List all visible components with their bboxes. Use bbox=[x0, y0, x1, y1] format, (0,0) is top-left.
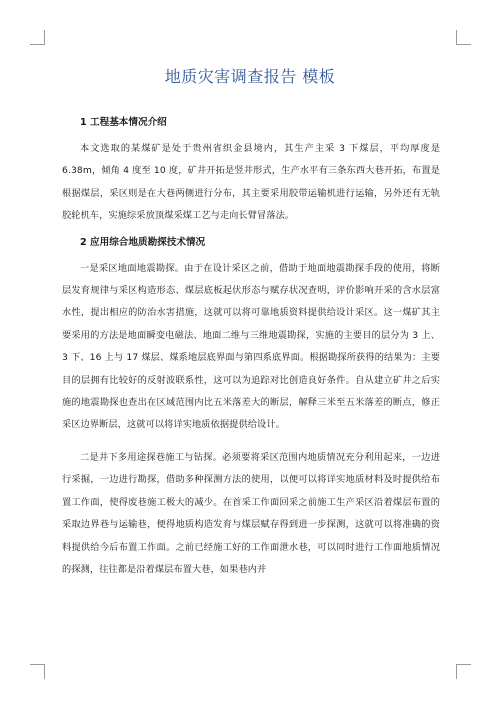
crop-mark-top-right bbox=[456, 30, 471, 45]
document-title: 地质灾害调查报告 模板 bbox=[164, 67, 336, 86]
crop-mark-bottom-right bbox=[456, 664, 471, 679]
section-heading-2: 2 应用综合地质勘探技术情况 bbox=[80, 236, 206, 248]
paragraph-2: 一是采区地面地震勘探。由于在设计采区之前，借助于地面地震勘探手段的使用，将断层发育规律与采区构造形态、煤层底板起伏形态与赋存状况查明，评价影响开采的含水层富水性，提出相应的防治水害措施，这就可以将可靠地质资料提供给设计采区。这一煤矿其主要采用的方法是地面瞬变电磁法、地面二维与三维地震勘探，实施的主要目的层分为 3 上、3 下、16 上与 17 煤层、煤系地层底界面与第四系底界面。根据勘探所获得的结果为：主要目的层拥有比较好的反射波联系性，这可以为追踪对比创造良好条件。自从建立矿井之后实施的地震勘探也查出在区域范围内比五米落差大的断层，解释三米至五米落差的断点，修正采区边界断层，这就可以将详实地质依据提供给设计。 bbox=[62, 262, 440, 431]
paragraph-3: 二是井下多用途探巷施工与钻探。必须要将采区范围内地质情况充分利用起来，一边进行采掘，一边进行勘探，借助多种探测方法的使用，以便可以将详实地质材料及时提供给布置工作面，使得废巷施工极大的减少。在首采工作面回采之前施工生产采区沿着煤层布置的采取边界巷与运输巷，便得地质构造发育与煤层赋存得到进一步探测，这就可以将准确的资料提供给今后布置工作面。之前已经施工好的工作面泄水巷，可以同时进行工作面地质情况的探测，往往都是沿着煤层布置大巷，如果巷内并 bbox=[62, 451, 440, 575]
section-heading-1: 1 工程基本情况介绍 bbox=[80, 117, 167, 128]
crop-mark-top-left bbox=[30, 30, 45, 45]
paragraph-1: 本文选取的某煤矿是处于贵州省织金县境内，其生产主采 3 下煤层，平均厚度是 6.38m，倾角 4 度至 10 度，矿井开拓是竖井形式，生产水平有三条东西大巷开拓，布置是根据煤层，采区则是在大巷两侧进行分布，其主要采用胶带运输机进行运输，另外还有无轨胶轮机车，实施综采放顶煤采煤工艺与走向长臂冒落法。 bbox=[62, 143, 440, 222]
crop-mark-bottom-left bbox=[30, 664, 45, 679]
document-body bbox=[62, 112, 440, 581]
